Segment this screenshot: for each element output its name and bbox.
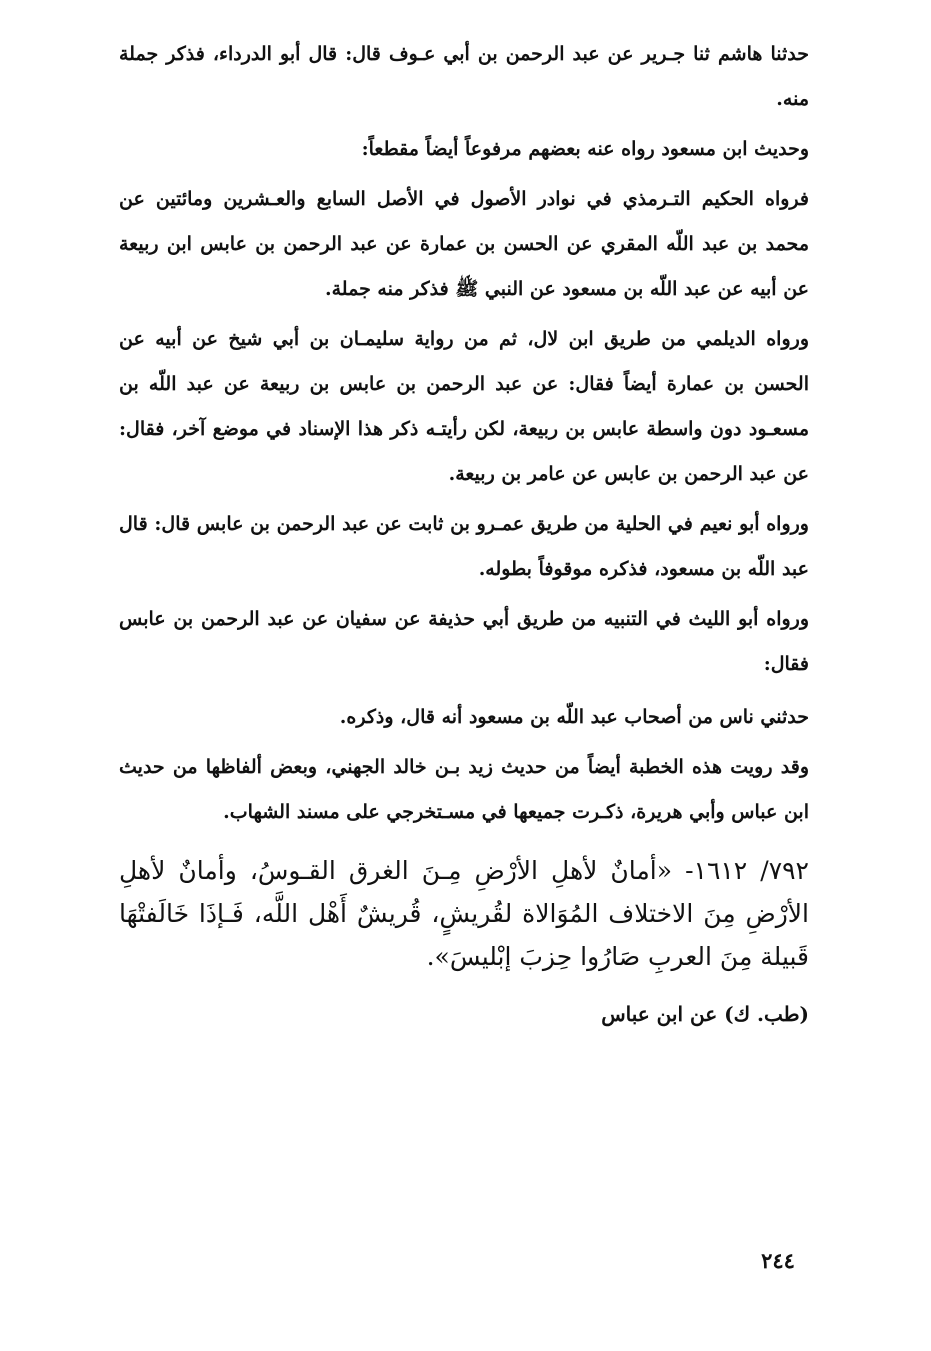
paragraph-abu-nuaym-narration: ورواه أبو نعيم في الحلية من طريق عمـرو بن ثابت عن عبد الرحمن بن عابس قال: قال عبد اللّه بن مسعود، فذكره موقوفاً بطوله.: [119, 513, 809, 580]
hadith-entry-792: ٧٩٢/ ١٦١٢- «أمانٌ لأهلِ الأرْضِ مِـنَ الغرق القـوسُ، وأمانٌ لأهلِ الأرْضِ مِنَ الاختلاف المُوَالاة لقُريشٍ، قُريشٌ أَهْل اللَّه، فَـإذَا خَالَفتْهَا قَبيلة مِنَ العربِ صَارُوا حِزبَ إبْليسَ».: [119, 856, 809, 971]
page-number: ٢٤٤: [761, 1248, 795, 1273]
paragraph-khutba-note: وقد رويت هذه الخطبة أيضاً من حديث زيد بـن خالد الجهني، وبعض ألفاظها من حديث ابن عباس وأبي هريرة، ذكـرت جميعها في مسـتخرجي على مسند الشهاب.: [119, 756, 809, 823]
paragraph-hadathani-quote: حدثني ناس من أصحاب عبد اللّه بن مسعود أنه قال، وذكره.: [339, 706, 809, 728]
hadith-source-reference: (طب. ك) عن ابن عباس: [601, 1002, 809, 1026]
page-body: [119, 32, 809, 1034]
paragraph-daylami-narration: ورواه الديلمي من طريق ابن لال، ثم من رواية سليمـان بن أبي شيخ عن أبيه عن الحسن بن عمارة أيضاً فقال: عن عبد الرحمن بن عابس بن ربيعة عن عبد اللّه بن مسعـود دون واسطة عابس بن ربيعة، لكن رأيتـه ذكر هذا الإسناد في موضع آخر، فقال: عن عبد الرحمن بن عابس عن عامر بن ربيعة.: [119, 328, 809, 485]
paragraph-ibn-masud-intro: وحديث ابن مسعود رواه عنه بعضهم مرفوعاً أيضاً مقطعاً:: [361, 138, 809, 160]
paragraph-tirmidhi-narration: فرواه الحكيم التـرمذي في نوادر الأصول في الأصل السابع والعـشرين ومائتين عن محمد بن عبد اللّه المقري عن الحسن بن عمارة عن عبد الرحمن بن عابس ابن ربيعة عن أبيه عن عبد اللّه بن مسعود عن النبي ﷺ فذكر منه جملة.: [119, 188, 809, 300]
paragraph-abu-layth-narration: ورواه أبو الليث في التنبيه من طريق أبي حذيفة عن سفيان عن عبد الرحمن بن عابس فقال:: [119, 608, 809, 675]
paragraph-abu-darda-chain: حدثنا هاشم ثنا جـرير عن عبد الرحمن بن أبي عـوف قال: قال أبو الدرداء، فذكر جملة منه.: [119, 43, 809, 110]
